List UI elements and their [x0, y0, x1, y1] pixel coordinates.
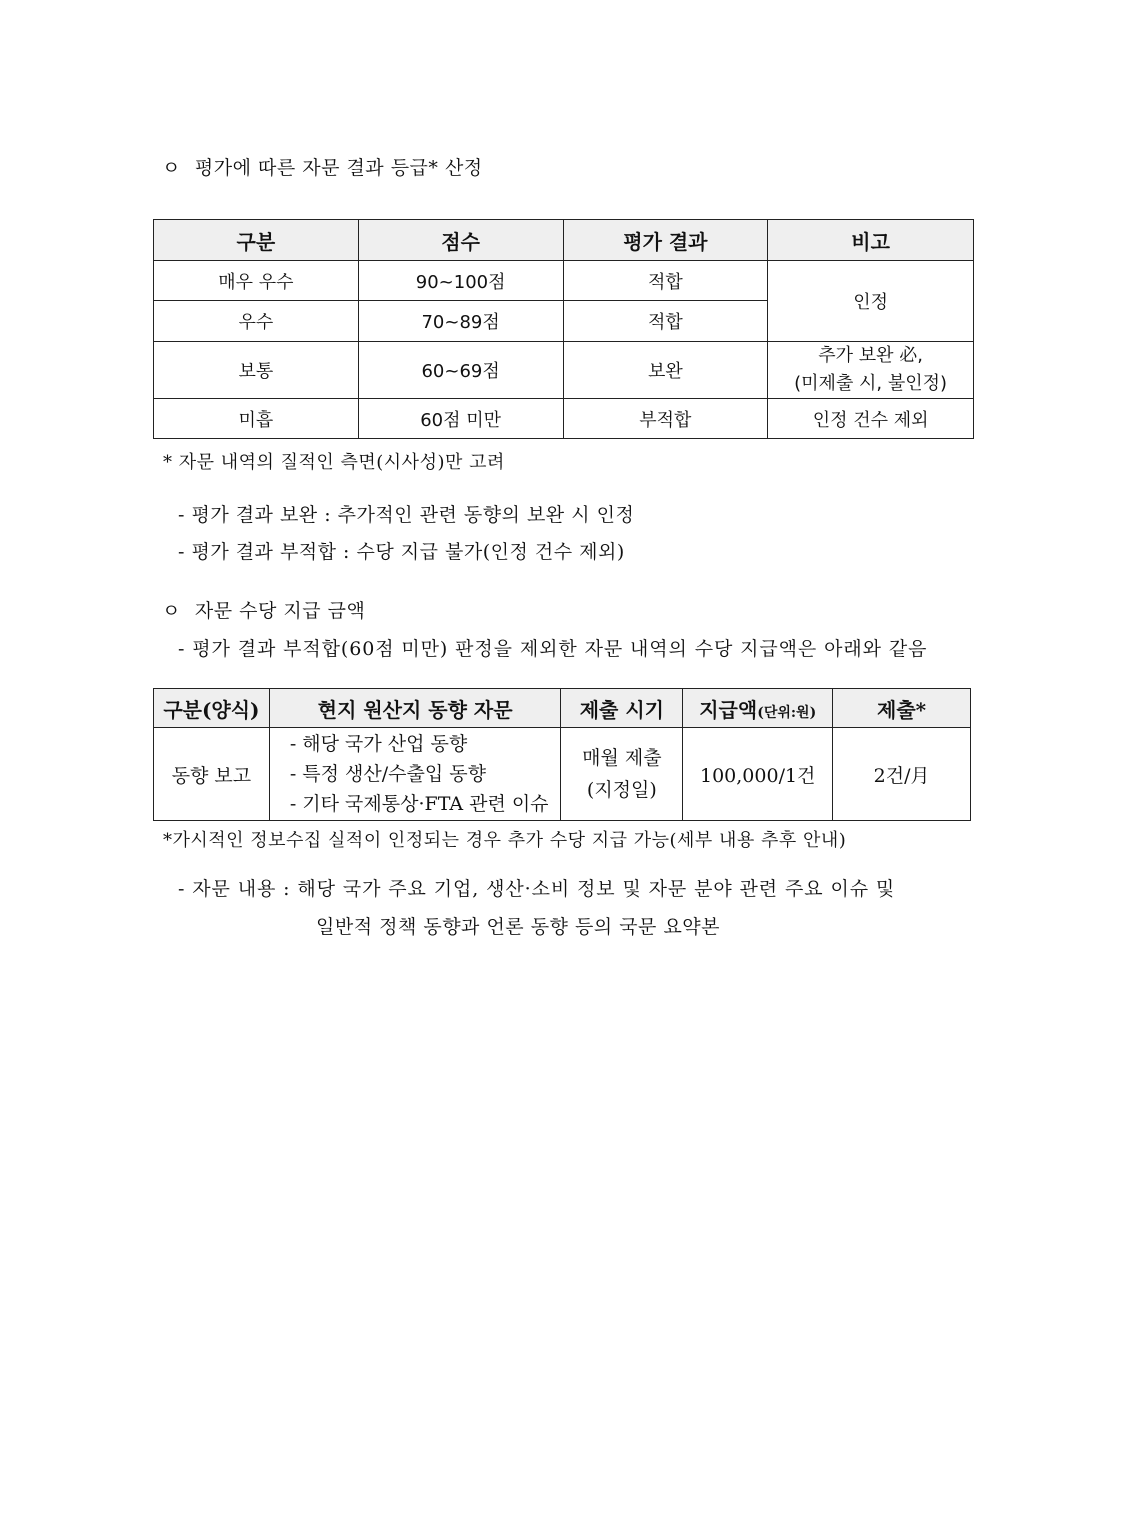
note-supplement: - 평가 결과 보완 : 추가적인 관련 동향의 보완 시 인정	[178, 504, 635, 526]
topic-cell	[269, 728, 561, 821]
grade-cell: 미흡	[154, 399, 359, 439]
note-cell: 인정 건수 제외	[768, 399, 974, 439]
note-cell	[768, 342, 974, 399]
header-topic: 현지 원산지 동향 자문	[269, 689, 561, 728]
header-timing: 제출 시기	[561, 689, 683, 728]
topic-item: - 해당 국가 산업 동향	[289, 733, 468, 755]
header-amount-main: 지급액	[699, 697, 758, 722]
amount-cell: 100,000/1건	[683, 728, 833, 821]
section2-heading	[162, 596, 365, 623]
circle-bullet-icon: ㅇ	[162, 600, 181, 622]
timing-line: 매월 제출	[582, 747, 662, 769]
pay-table-header-row	[154, 689, 971, 728]
circle-bullet-icon: ㅇ	[162, 157, 181, 179]
result-cell: 적합	[563, 261, 768, 301]
header-result: 평가 결과	[563, 220, 768, 261]
section2-sub: - 평가 결과 부적합(60점 미만) 판정을 제외한 자문 내역의 수당 지급액은 아래와 같음	[178, 638, 928, 660]
timing-cell	[561, 728, 683, 821]
note-unsuitable: - 평가 결과 부적합 : 수당 지급 불가(인정 건수 제외)	[178, 541, 625, 563]
result-cell: 부적합	[563, 399, 768, 439]
note-line: 추가 보완 必,	[818, 345, 923, 366]
header-grade: 구분	[154, 220, 359, 261]
header-note: 비고	[768, 220, 974, 261]
merged-note-cell: 인정	[768, 261, 974, 342]
type-cell: 동향 보고	[154, 728, 270, 821]
result-cell: 적합	[563, 301, 768, 342]
topic-item: - 기타 국제통상·FTA 관련 이슈	[289, 793, 549, 815]
header-type: 구분(양식)	[154, 689, 270, 728]
content-note-line1: - 자문 내용 : 해당 국가 주요 기업, 생산·소비 정보 및 자문 분야 관련 주요 이슈 및	[178, 878, 896, 900]
table-row	[154, 261, 974, 301]
score-cell: 70~89점	[358, 301, 563, 342]
result-cell: 보완	[563, 342, 768, 399]
grade-cell: 매우 우수	[154, 261, 359, 301]
grade-table	[153, 219, 974, 439]
pay-table	[153, 688, 971, 821]
section1-heading	[162, 153, 483, 180]
count-cell: 2건/月	[833, 728, 971, 821]
score-cell: 90~100점	[358, 261, 563, 301]
note-line: (미제출 시, 불인정)	[794, 373, 948, 394]
footnote-1: * 자문 내역의 질적인 측면(시사성)만 고려	[163, 452, 505, 473]
header-count: 제출*	[833, 689, 971, 728]
footnote-2: *가시적인 정보수집 실적이 인정되는 경우 추가 수당 지급 가능(세부 내용 추후 안내)	[163, 830, 847, 851]
section1-heading-text: 평가에 따른 자문 결과 등급* 산정	[194, 157, 483, 179]
timing-line: (지정일)	[586, 779, 657, 801]
table-row	[154, 728, 971, 821]
content-note-line2: 일반적 정책 동향과 언론 동향 등의 국문 요약본	[316, 916, 721, 938]
score-cell: 60점 미만	[358, 399, 563, 439]
score-cell: 60~69점	[358, 342, 563, 399]
table-row	[154, 342, 974, 399]
topic-item: - 특정 생산/수출입 동향	[289, 763, 486, 785]
section2-heading-text: 자문 수당 지급 금액	[194, 600, 366, 622]
header-score: 점수	[358, 220, 563, 261]
grade-cell: 보통	[154, 342, 359, 399]
header-amount-unit: (단위:원)	[757, 704, 817, 721]
header-amount	[683, 689, 833, 728]
grade-table-header-row	[154, 220, 974, 261]
table-row	[154, 399, 974, 439]
grade-cell: 우수	[154, 301, 359, 342]
